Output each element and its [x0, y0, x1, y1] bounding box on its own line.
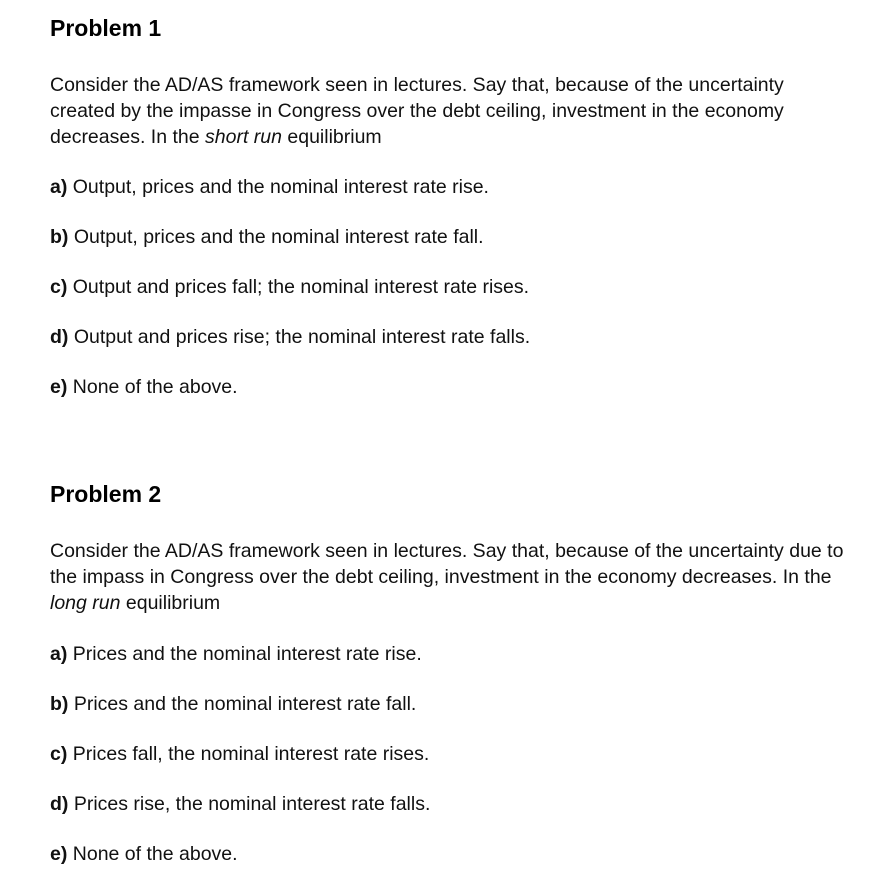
- problem-1: [50, 13, 850, 400]
- question-emphasis: long run: [50, 592, 121, 614]
- question-text-end: equilibrium: [281, 126, 382, 148]
- problem-2: [50, 479, 850, 867]
- option-text: Prices and the nominal interest rate fall.: [68, 693, 417, 715]
- option-letter: e): [50, 843, 68, 865]
- answer-option-d: [50, 324, 850, 350]
- question-text: [50, 538, 850, 616]
- option-text: Output and prices fall; the nominal interest rate rises.: [67, 276, 530, 298]
- option-letter: c): [50, 743, 68, 765]
- question-emphasis: short run: [205, 126, 282, 148]
- answer-option-a: [50, 641, 850, 667]
- question-text: [50, 72, 850, 150]
- option-letter: e): [50, 376, 68, 398]
- answer-option-c: [50, 274, 850, 300]
- answer-option-d: [50, 791, 850, 817]
- option-text: Prices rise, the nominal interest rate falls.: [68, 793, 431, 815]
- answer-option-b: [50, 224, 850, 250]
- answer-option-e: [50, 841, 850, 867]
- option-text: Prices fall, the nominal interest rate rises.: [67, 743, 430, 765]
- option-letter: a): [50, 643, 68, 665]
- option-text: Prices and the nominal interest rate rise.: [67, 643, 422, 665]
- option-text: Output, prices and the nominal interest rate fall.: [68, 226, 484, 248]
- problem-title: Problem 1: [50, 15, 162, 41]
- option-letter: b): [50, 226, 69, 248]
- option-text: None of the above.: [67, 376, 238, 398]
- question-text-end: equilibrium: [120, 592, 221, 614]
- answer-options: [50, 641, 850, 867]
- option-letter: d): [50, 326, 69, 348]
- option-text: Output, prices and the nominal interest rate rise.: [67, 176, 489, 198]
- answer-option-e: [50, 374, 850, 400]
- problem-title: Problem 2: [50, 481, 162, 507]
- option-letter: a): [50, 176, 68, 198]
- option-letter: b): [50, 693, 69, 715]
- option-text: None of the above.: [67, 843, 238, 865]
- question-text-start: Consider the AD/AS framework seen in lectures. Say that, because of the uncertainty created by the impasse in Congress over the debt ceiling, investment in the economy decreases. In the: [50, 74, 784, 148]
- answer-options: [50, 174, 850, 400]
- answer-option-a: [50, 174, 850, 200]
- answer-option-b: [50, 691, 850, 717]
- option-letter: d): [50, 793, 69, 815]
- answer-option-c: [50, 741, 850, 767]
- option-letter: c): [50, 276, 68, 298]
- question-text-start: Consider the AD/AS framework seen in lectures. Say that, because of the uncertainty due to the impass in Congress over the debt ceiling, investment in the economy decreases. In the: [50, 540, 844, 588]
- option-text: Output and prices rise; the nominal interest rate falls.: [68, 326, 531, 348]
